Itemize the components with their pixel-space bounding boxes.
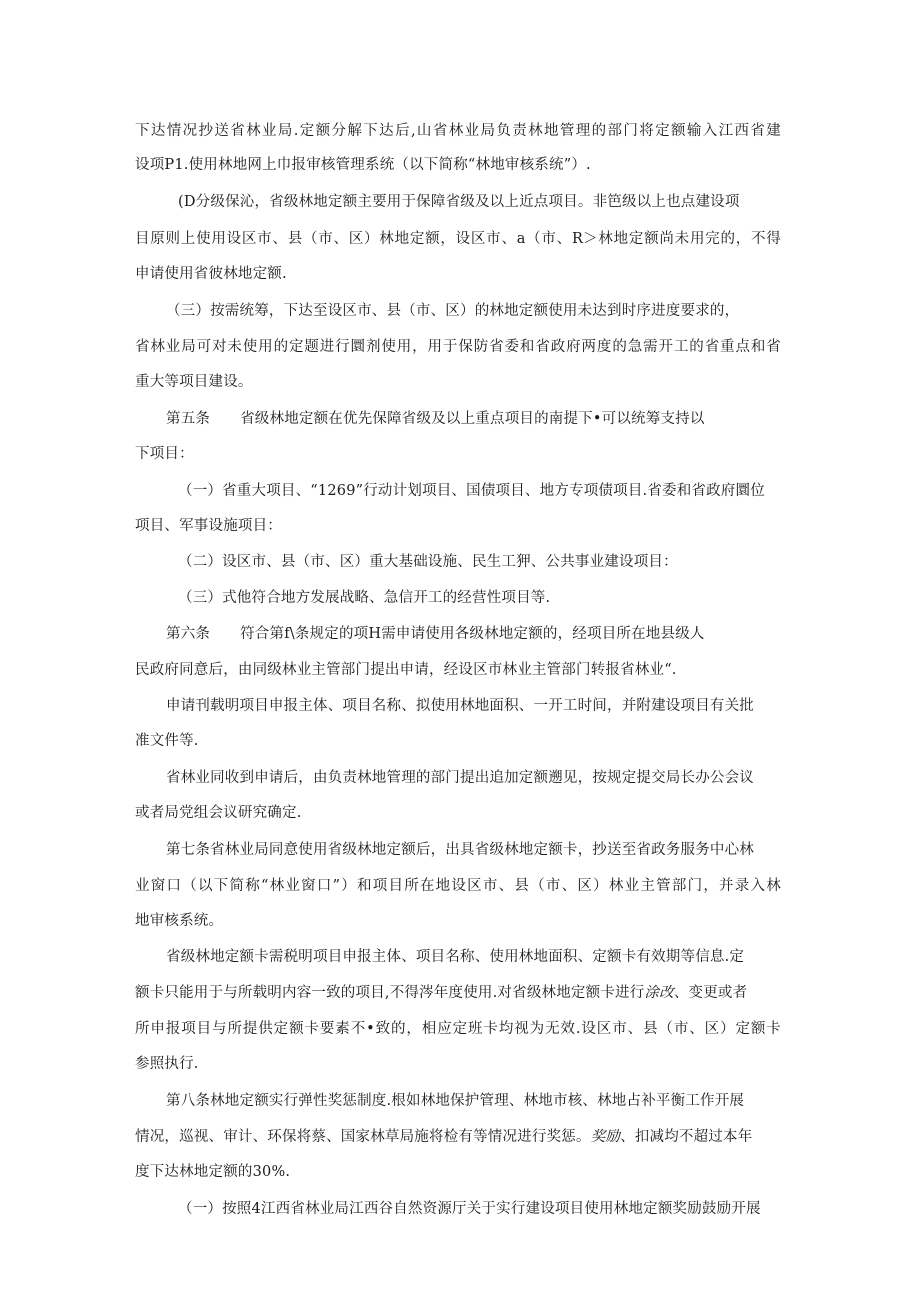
article-line	[166, 409, 705, 429]
text-line: （一）省重大项目、“1269”行动计划项目、国债项目、地方专项债项目.省委和省政府圜位	[178, 483, 765, 499]
text-line: 申请使用省彼林地定额.	[135, 266, 287, 282]
text-line: (D分级保沁，省级林地定额主要用于保障省级及以上近点项目。非笆级以上也点建设项	[178, 194, 740, 210]
text-line	[135, 983, 747, 1003]
italic-run: 奖励	[590, 1129, 621, 1145]
text-line: 或者局党组会议研究确定.	[135, 805, 302, 821]
text-line: （三）按需统筹，下达至设区市、县（市、区）的林地定额使用未达到时序进度要求的，	[166, 303, 740, 319]
article-text: 省级林地定额在优先保障省级及以上重点项目的南提下•可以统筹支持以	[240, 411, 705, 427]
text-run: 情况，巡视、审计、环保将蔡、国家林草局施将检有等情况进行奖惩。	[135, 1129, 591, 1145]
text-line: 准文件等.	[135, 733, 199, 749]
text-run: 额卡只能用于与所载明内容一致的项目,不得涔年度使用.对省级林地定额卡进行	[135, 985, 645, 1001]
text-line: 设项P1.使用林地网上巾报审核管理系统（以下简称“林地审核系统”）.	[135, 157, 591, 173]
text-line: 项目、军事设施项目：	[135, 518, 282, 534]
text-line: 省林业局可对未使用的定题进行圜剂使用，用于保防省委和省政府两度的急需开工的省重点和省	[135, 339, 781, 355]
text-line: 省林业同收到申请后，由负责林地管理的部门提出追加定额遡见，按规定提交局长办公会议	[166, 770, 754, 786]
text-line: 第八条林地定额实行弹性奖惩制度.根如林地保护管理、林地市核、林地占补平衡工作开展	[166, 1093, 745, 1109]
text-line: 重大等项目建设。	[135, 374, 253, 390]
text-line: 度下达林地定额的30%.	[135, 1164, 291, 1180]
text-line: 第七条省林业局同意使用省级林地定额后，出具省级林地定额卡，抄送至省政务服务中心林	[166, 842, 754, 858]
text-line: 业窗口（以下简称“林业窗口”）和项目所在地设区市、县（市、区）林业主管部门，并录入林	[135, 878, 781, 894]
text-line: （三）式他符合地方发展战略、急信开工的经营性项目等.	[178, 590, 551, 606]
text-line: 民政府同意后，由同级林业主管部门提出申请，经设区市林业主管部门转报省林业“.	[135, 662, 677, 678]
article-heading: 第五条	[166, 411, 211, 427]
article-line	[166, 624, 705, 644]
text-run: 、扣减均不超过本年	[620, 1129, 753, 1145]
text-line: 参照执行.	[135, 1056, 199, 1072]
text-line: 下项目：	[135, 446, 194, 462]
text-run: 、变更或者	[673, 985, 748, 1001]
text-line: 目原则上使用设区市、县（市、区）林地定额，设区市、a（市、R＞林地定额尚未用完的，不得	[135, 231, 781, 247]
text-line: 省级林地定额卡需税明项目申报主体、项目名称、使用林地面积、定额卡有效期等信息.定	[166, 949, 745, 965]
text-line: 申请刊载明项目申报主体、项目名称、拟使用林地面积、一开工时间，并附建设项目有关批	[166, 698, 754, 714]
text-line: （一）按照4江西省林业局江西谷自然资源厅关于实行建设项目使用林地定额奖励鼓励开展	[178, 1201, 761, 1217]
text-line: 下达情况抄送省林业局.定额分解下达后,山省林业局负责林地管理的部门将定额输入江西省建	[135, 123, 781, 139]
article-heading: 第六条	[166, 626, 211, 642]
article-text: 符合第f\条规定的项H需申请使用各级林地定额的，经项目所在地县级人	[240, 626, 705, 642]
text-line: 地审核系统。	[135, 913, 224, 929]
text-line	[135, 1127, 752, 1147]
italic-run: 涂改	[644, 985, 674, 1001]
text-line: 所申报项目与所提供定额卡要素不•致的，相应定班卡均视为无效.设区市、县（市、区）定额卡	[135, 1021, 781, 1037]
text-line: （二）设区市、县（市、区）重大基础设施、民生工狎、公共事业建设项目：	[178, 554, 678, 570]
